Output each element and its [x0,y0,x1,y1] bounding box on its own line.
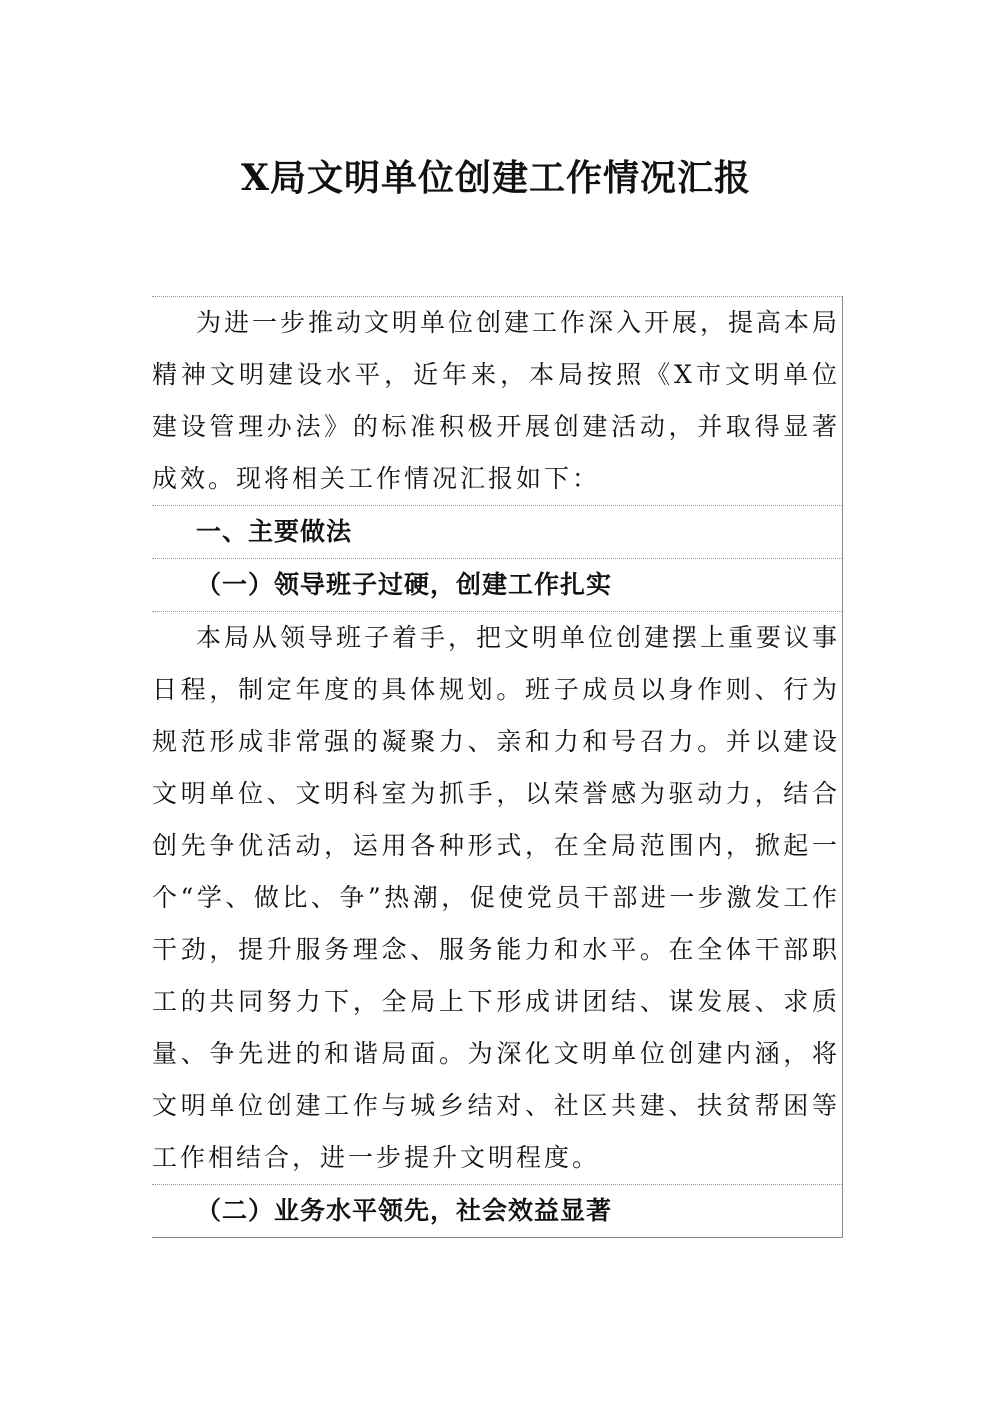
subsection-heading-business: （二）业务水平领先，社会效益显著 [152,1184,842,1237]
leadership-paragraph: 本局从领导班子着手，把文明单位创建摆上重要议事日程，制定年度的具体规划。班子成员以身作则、行为规范形成非常强的凝聚力、亲和力和号召力。并以建设文明单位、文明科室为抓手，以荣誉感为驱动力，结合创先争优活动，运用各种形式，在全局范围内，掀起一个“学、做比、争”热潮，促使党员干部进一步激发工作干劲，提升服务理念、服务能力和水平。在全体干部职工的共同努力下，全局上下形成讲团结、谋发展、求质量、争先进的和谐局面。为深化文明单位创建内涵，将文明单位创建工作与城乡结对、社区共建、扶贫帮困等工作相结合，进一步提升文明程度。 [152,611,842,1184]
section-heading-main-practices: 一、主要做法 [152,505,842,558]
bottom-divider [152,1237,842,1238]
document-title: X局文明单位创建工作情况汇报 [241,157,751,199]
subsection-heading-leadership: （一）领导班子过硬，创建工作扎实 [152,558,842,611]
document-body [152,296,843,1238]
intro-paragraph: 为进一步推动文明单位创建工作深入开展，提高本局精神文明建设水平，近年来，本局按照《X市文明单位建设管理办法》的标准积极开展创建活动，并取得显著成效。现将相关工作情况汇报如下： [152,296,842,505]
